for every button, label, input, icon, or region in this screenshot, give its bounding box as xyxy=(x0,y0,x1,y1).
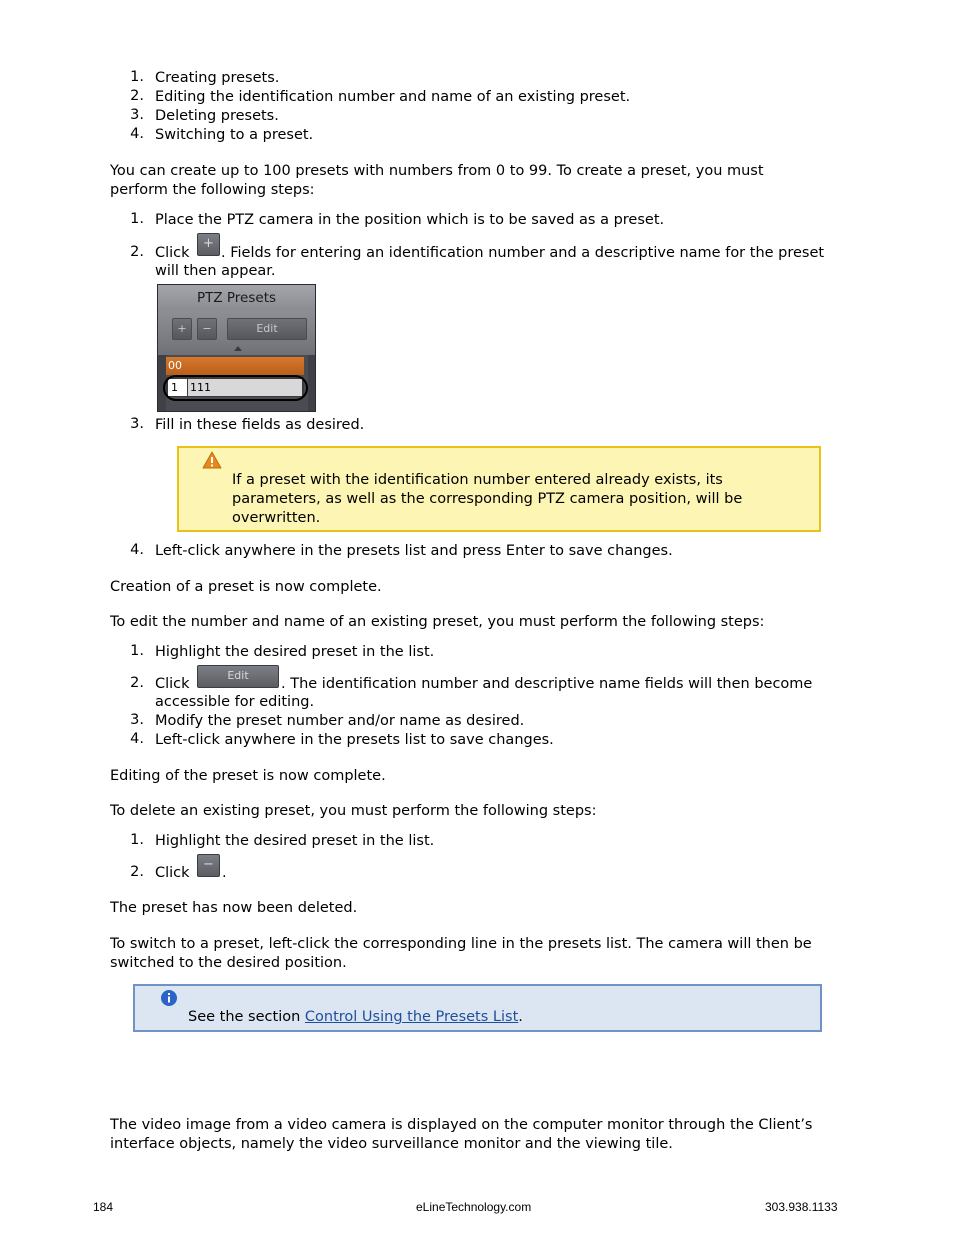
create-intro-cont: perform the following steps: xyxy=(110,182,315,198)
edit-step-4: Left-click anywhere in the presets list to save changes. xyxy=(155,732,554,748)
delete-step-2-suffix: . xyxy=(222,865,227,881)
footer-phone: 303.938.1133 xyxy=(765,1200,838,1214)
warning-icon xyxy=(202,451,222,469)
presets-list-link[interactable]: Control Using the Presets List xyxy=(304,1009,519,1025)
footer-site: eLineTechnology.com xyxy=(416,1200,532,1214)
edit-intro: To edit the number and name of an existing preset, you must perform the following steps: xyxy=(110,614,765,630)
step-number: 4. xyxy=(130,731,144,747)
delete-preset-button[interactable]: − xyxy=(197,854,220,877)
create-step-2-cont: will then appear. xyxy=(155,263,276,279)
edit-complete: Editing of the preset is now complete. xyxy=(110,768,386,784)
step-number: 1. xyxy=(130,643,144,659)
list-number: 2. xyxy=(130,88,144,104)
preset-row[interactable]: 00 xyxy=(166,357,304,375)
scroll-up-icon[interactable] xyxy=(234,346,242,351)
switch-text: To switch to a preset, left-click the corresponding line in the presets list. The camera will then be xyxy=(110,936,812,952)
info-text-prefix: See the section xyxy=(188,1009,305,1025)
create-step-2-suffix: . Fields for entering an identification number and a descriptive name for the preset xyxy=(221,245,825,261)
create-step-3: Fill in these fields as desired. xyxy=(155,417,365,433)
warning-text-end: overwritten. xyxy=(232,510,321,526)
create-step-2-prefix: Click xyxy=(155,245,190,261)
video-text-cont: interface objects, namely the video surveillance monitor and the viewing tile. xyxy=(110,1136,673,1152)
highlight-oval xyxy=(163,375,308,401)
ptz-add-button[interactable]: + xyxy=(172,318,192,340)
info-text-suffix: . xyxy=(518,1009,523,1025)
delete-complete: The preset has now been deleted. xyxy=(110,900,358,916)
edit-step-3: Modify the preset number and/or name as desired. xyxy=(155,713,525,729)
delete-step-2-prefix: Click xyxy=(155,865,190,881)
edit-preset-button[interactable]: Edit xyxy=(197,665,279,688)
edit-step-2-prefix: Click xyxy=(155,676,190,692)
step-number: 2. xyxy=(130,675,144,691)
warning-text: If a preset with the identification number entered already exists, its xyxy=(232,472,723,488)
delete-step-1: Highlight the desired preset in the list. xyxy=(155,833,435,849)
step-number: 3. xyxy=(130,416,144,432)
info-callout xyxy=(133,984,822,1032)
add-preset-button[interactable]: + xyxy=(197,233,220,256)
ptz-edit-button[interactable]: Edit xyxy=(227,318,307,340)
warning-text-cont: parameters, as well as the corresponding PTZ camera position, will be xyxy=(232,491,743,507)
step-number: 2. xyxy=(130,864,144,880)
info-text xyxy=(188,1008,523,1027)
edit-step-1: Highlight the desired preset in the list. xyxy=(155,644,435,660)
preset-number-field[interactable]: 1 xyxy=(168,379,187,396)
list-item: Creating presets. xyxy=(155,70,280,86)
create-step-4: Left-click anywhere in the presets list and press Enter to save changes. xyxy=(155,543,673,559)
create-complete: Creation of a preset is now complete. xyxy=(110,579,382,595)
edit-step-2-cont: accessible for editing. xyxy=(155,694,315,710)
warning-callout xyxy=(177,446,821,532)
list-number: 3. xyxy=(130,107,144,123)
edit-step-2-suffix: . The identification number and descriptive name fields will then become xyxy=(281,676,813,692)
list-item: Switching to a preset. xyxy=(155,127,314,143)
step-number: 1. xyxy=(130,211,144,227)
list-item: Deleting presets. xyxy=(155,108,279,124)
create-intro: You can create up to 100 presets with numbers from 0 to 99. To create a preset, you must xyxy=(110,163,764,179)
page-number: 184 xyxy=(93,1200,114,1214)
step-number: 4. xyxy=(130,542,144,558)
ptz-presets-panel xyxy=(157,284,316,412)
ptz-panel-title: PTZ Presets xyxy=(158,285,315,311)
preset-name-field[interactable]: 111 xyxy=(188,379,302,396)
delete-intro: To delete an existing preset, you must perform the following steps: xyxy=(110,803,597,819)
list-number: 4. xyxy=(130,126,144,142)
list-number: 1. xyxy=(130,69,144,85)
video-text: The video image from a video camera is displayed on the computer monitor through the Client’s xyxy=(110,1117,813,1133)
ptz-remove-button[interactable]: − xyxy=(197,318,217,340)
info-icon xyxy=(160,989,178,1007)
switch-text-cont: switched to the desired position. xyxy=(110,955,347,971)
step-number: 3. xyxy=(130,712,144,728)
create-step-1: Place the PTZ camera in the position which is to be saved as a preset. xyxy=(155,212,665,228)
list-item: Editing the identification number and name of an existing preset. xyxy=(155,89,631,105)
step-number: 1. xyxy=(130,832,144,848)
step-number: 2. xyxy=(130,244,144,260)
